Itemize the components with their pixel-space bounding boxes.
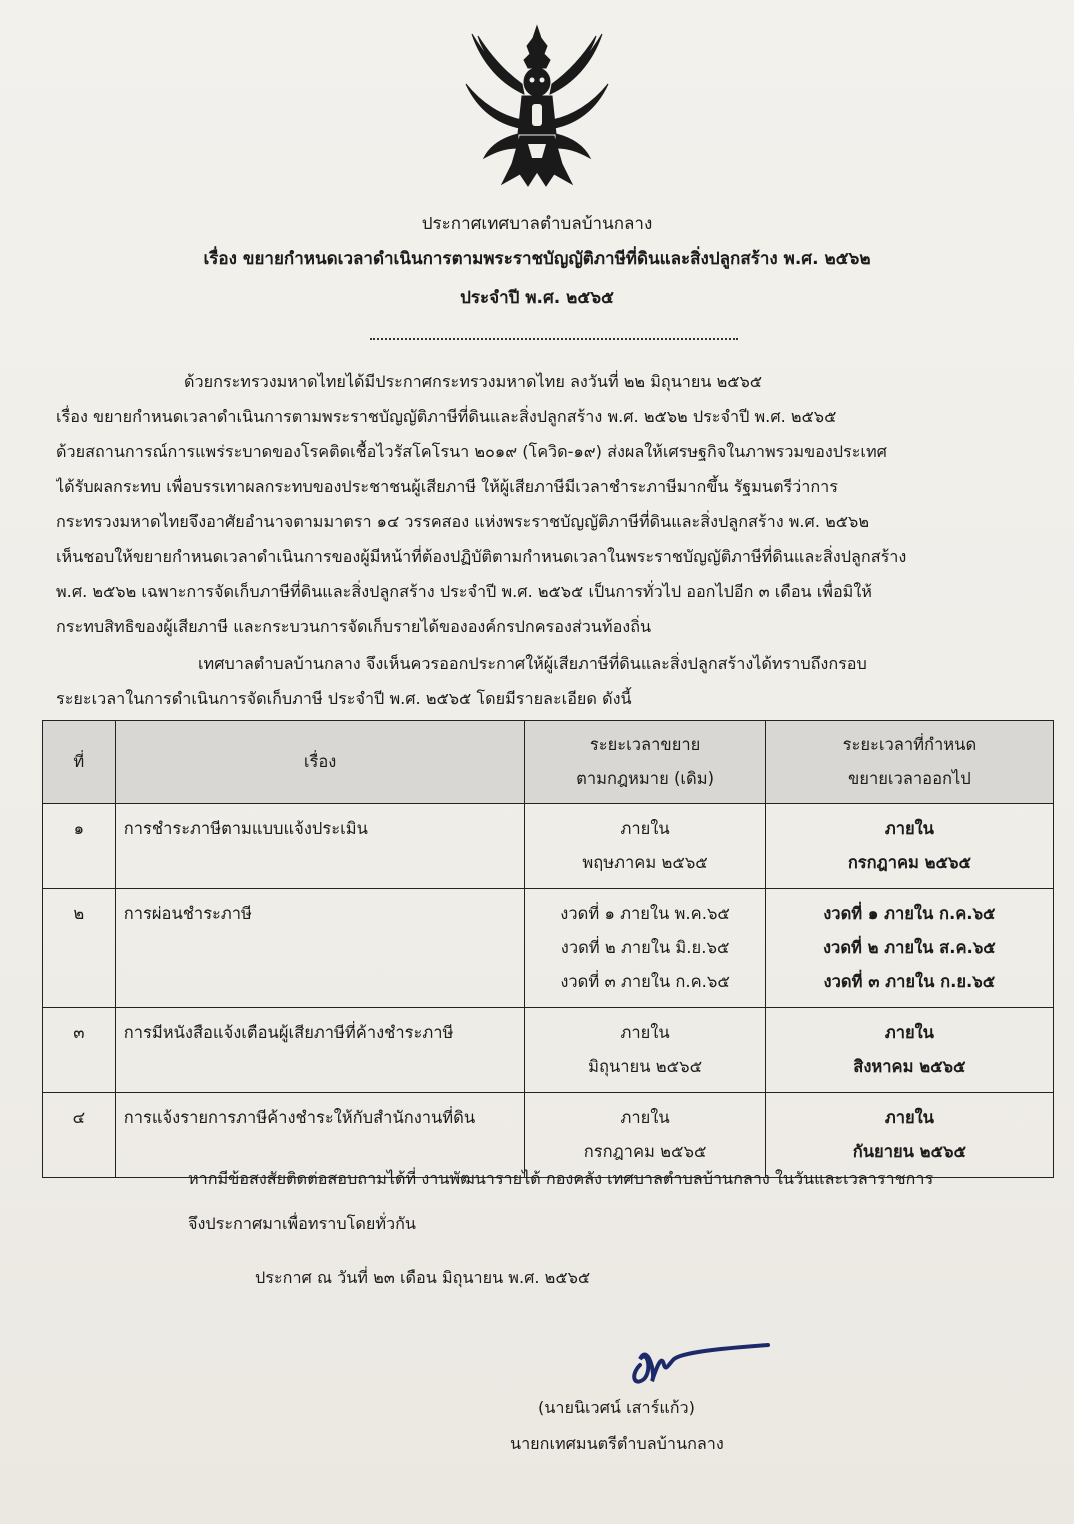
row-original-period: ภายใน กรกฎาคม ๒๕๖๕ [583,1108,707,1161]
paragraph-line: เทศบาลตำบลบ้านกลาง จึงเห็นควรออกประกาศให้ผู้เสียภาษีที่ดินและสิ่งปลูกสร้างได้ทราบถึงกรอบ [198,654,867,673]
signer-name: (นายนิเวศน์ เสาร์แก้ว) [538,1398,695,1417]
paragraph-line: ได้รับผลกระทบ เพื่อบรรเทาผลกระทบของประชาชนผู้เสียภาษี ให้ผู้เสียภาษีมีเวลาชำระภาษีมากขึ้น รัฐมนตรีว่าการ [56,477,838,496]
row-number: ๔ [72,1108,86,1127]
paragraph-line: เห็นชอบให้ขยายกำหนดเวลาดำเนินการของผู้มีหน้าที่ต้องปฏิบัติตามกำหนดเวลาในพระราชบัญญัติภาษีที่ดินและสิ่งปลูกสร้าง [56,547,907,566]
paragraph-line: กระทบสิทธิของผู้เสียภาษี และกระบวนการจัดเก็บรายได้ขององค์กรปกครองส่วนท้องถิ่น [56,617,652,636]
paragraph-line: เรื่อง ขยายกำหนดเวลาดำเนินการตามพระราชบัญญัติภาษีที่ดินและสิ่งปลูกสร้าง พ.ศ. ๒๕๖๒ ประจำปี พ.ศ. ๒๕๖๕ [56,407,837,426]
announcement-subject: เรื่อง ขยายกำหนดเวลาดำเนินการตามพระราชบัญญัติภาษีที่ดินและสิ่งปลูกสร้าง พ.ศ. ๒๕๖๒ [203,249,871,269]
header-no: ที่ [43,721,116,804]
row-subject: การชำระภาษีตามแบบแจ้งประเมิน [123,819,368,838]
paragraph-line: ด้วยกระทรวงมหาดไทยได้มีประกาศกระทรวงมหาดไทย ลงวันที่ ๒๒ มิถุนายน ๒๕๖๕ [184,372,763,391]
signer-title: นายกเทศมนตรีตำบลบ้านกลาง [510,1434,724,1453]
row-extended-period: ภายใน กรกฎาคม ๒๕๖๕ [847,819,971,872]
row-subject: การแจ้งรายการภาษีค้างชำระให้กับสำนักงานที่ดิน [123,1108,476,1127]
garuda-emblem-icon [462,24,612,194]
header-extended-period: ระยะเวลาที่กำหนด ขยายเวลาออกไป [765,721,1053,804]
paragraph-1 [56,364,1056,644]
row-original-period: ภายใน มิถุนายน ๒๕๖๕ [588,1023,703,1076]
table-row [43,804,1054,889]
table-row [43,889,1054,1008]
paragraph-line: ระยะเวลาในการดำเนินการจัดเก็บภาษี ประจำปี พ.ศ. ๒๕๖๕ โดยมีรายละเอียด ดังนี้ [56,689,632,708]
header-original-period: ระยะเวลาขยาย ตามกฎหมาย (เดิม) [525,721,765,804]
row-number: ๓ [73,1023,85,1042]
row-number: ๑ [73,819,85,838]
row-original-period: ภายใน พฤษภาคม ๒๕๖๕ [582,819,708,872]
announcement-year: ประจำปี พ.ศ. ๒๕๖๕ [460,288,614,308]
paragraph-line: กระทรวงมหาดไทยจึงอาศัยอำนาจตามมาตรา ๑๔ วรรคสอง แห่งพระราชบัญญัติภาษีที่ดินและสิ่งปลูกสร้าง พ.ศ. ๒๕๖๒ [56,512,869,531]
row-subject: การมีหนังสือแจ้งเตือนผู้เสียภาษีที่ค้างชำระภาษี [123,1023,454,1042]
row-extended-period: ภายใน สิงหาคม ๒๕๖๕ [853,1023,966,1076]
announcement-date: ประกาศ ณ วันที่ ๒๓ เดือน มิถุนายน พ.ศ. ๒๕๖๕ [255,1268,591,1287]
row-extended-period: ภายใน กันยายน ๒๕๖๕ [852,1108,967,1161]
header-subject: เรื่อง [115,721,525,804]
dotted-separator [370,338,738,340]
schedule-table [42,720,1054,1178]
table-header-row [43,721,1054,804]
row-subject: การผ่อนชำระภาษี [123,904,252,923]
signature-icon [622,1335,772,1390]
table-row [43,1008,1054,1093]
paragraph-line: พ.ศ. ๒๕๖๒ เฉพาะการจัดเก็บภาษีที่ดินและสิ่งปลูกสร้าง ประจำปี พ.ศ. ๒๕๖๕ เป็นการทั่วไป ออกไปอีก ๓ เดือน เพื่อมิให้ [56,582,872,601]
paragraph-2 [56,646,1056,716]
closing-text: จึงประกาศมาเพื่อทราบโดยทั่วกัน [188,1214,416,1233]
row-original-period: งวดที่ ๑ ภายใน พ.ค.๖๕ งวดที่ ๒ ภายใน มิ.ย.๖๕ งวดที่ ๓ ภายใน ก.ค.๖๕ [560,904,730,991]
paragraph-line: ด้วยสถานการณ์การแพร่ระบาดของโรคติดเชื้อไวรัสโคโรนา ๒๐๑๙ (โควิด-๑๙) ส่งผลให้เศรษฐกิจในภาพรวมของประเทศ [56,442,887,461]
row-extended-period: งวดที่ ๑ ภายใน ก.ค.๖๕ งวดที่ ๒ ภายใน ส.ค.๖๕ งวดที่ ๓ ภายใน ก.ย.๖๕ [823,904,996,991]
contact-text: หากมีข้อสงสัยติดต่อสอบถามได้ที่ งานพัฒนารายได้ กองคลัง เทศบาลตำบลบ้านกลาง ในวันและเวลาราชการ [188,1169,934,1188]
table-row [43,1093,1054,1178]
announcement-title: ประกาศเทศบาลตำบลบ้านกลาง [421,214,653,234]
row-number: ๒ [73,904,85,923]
